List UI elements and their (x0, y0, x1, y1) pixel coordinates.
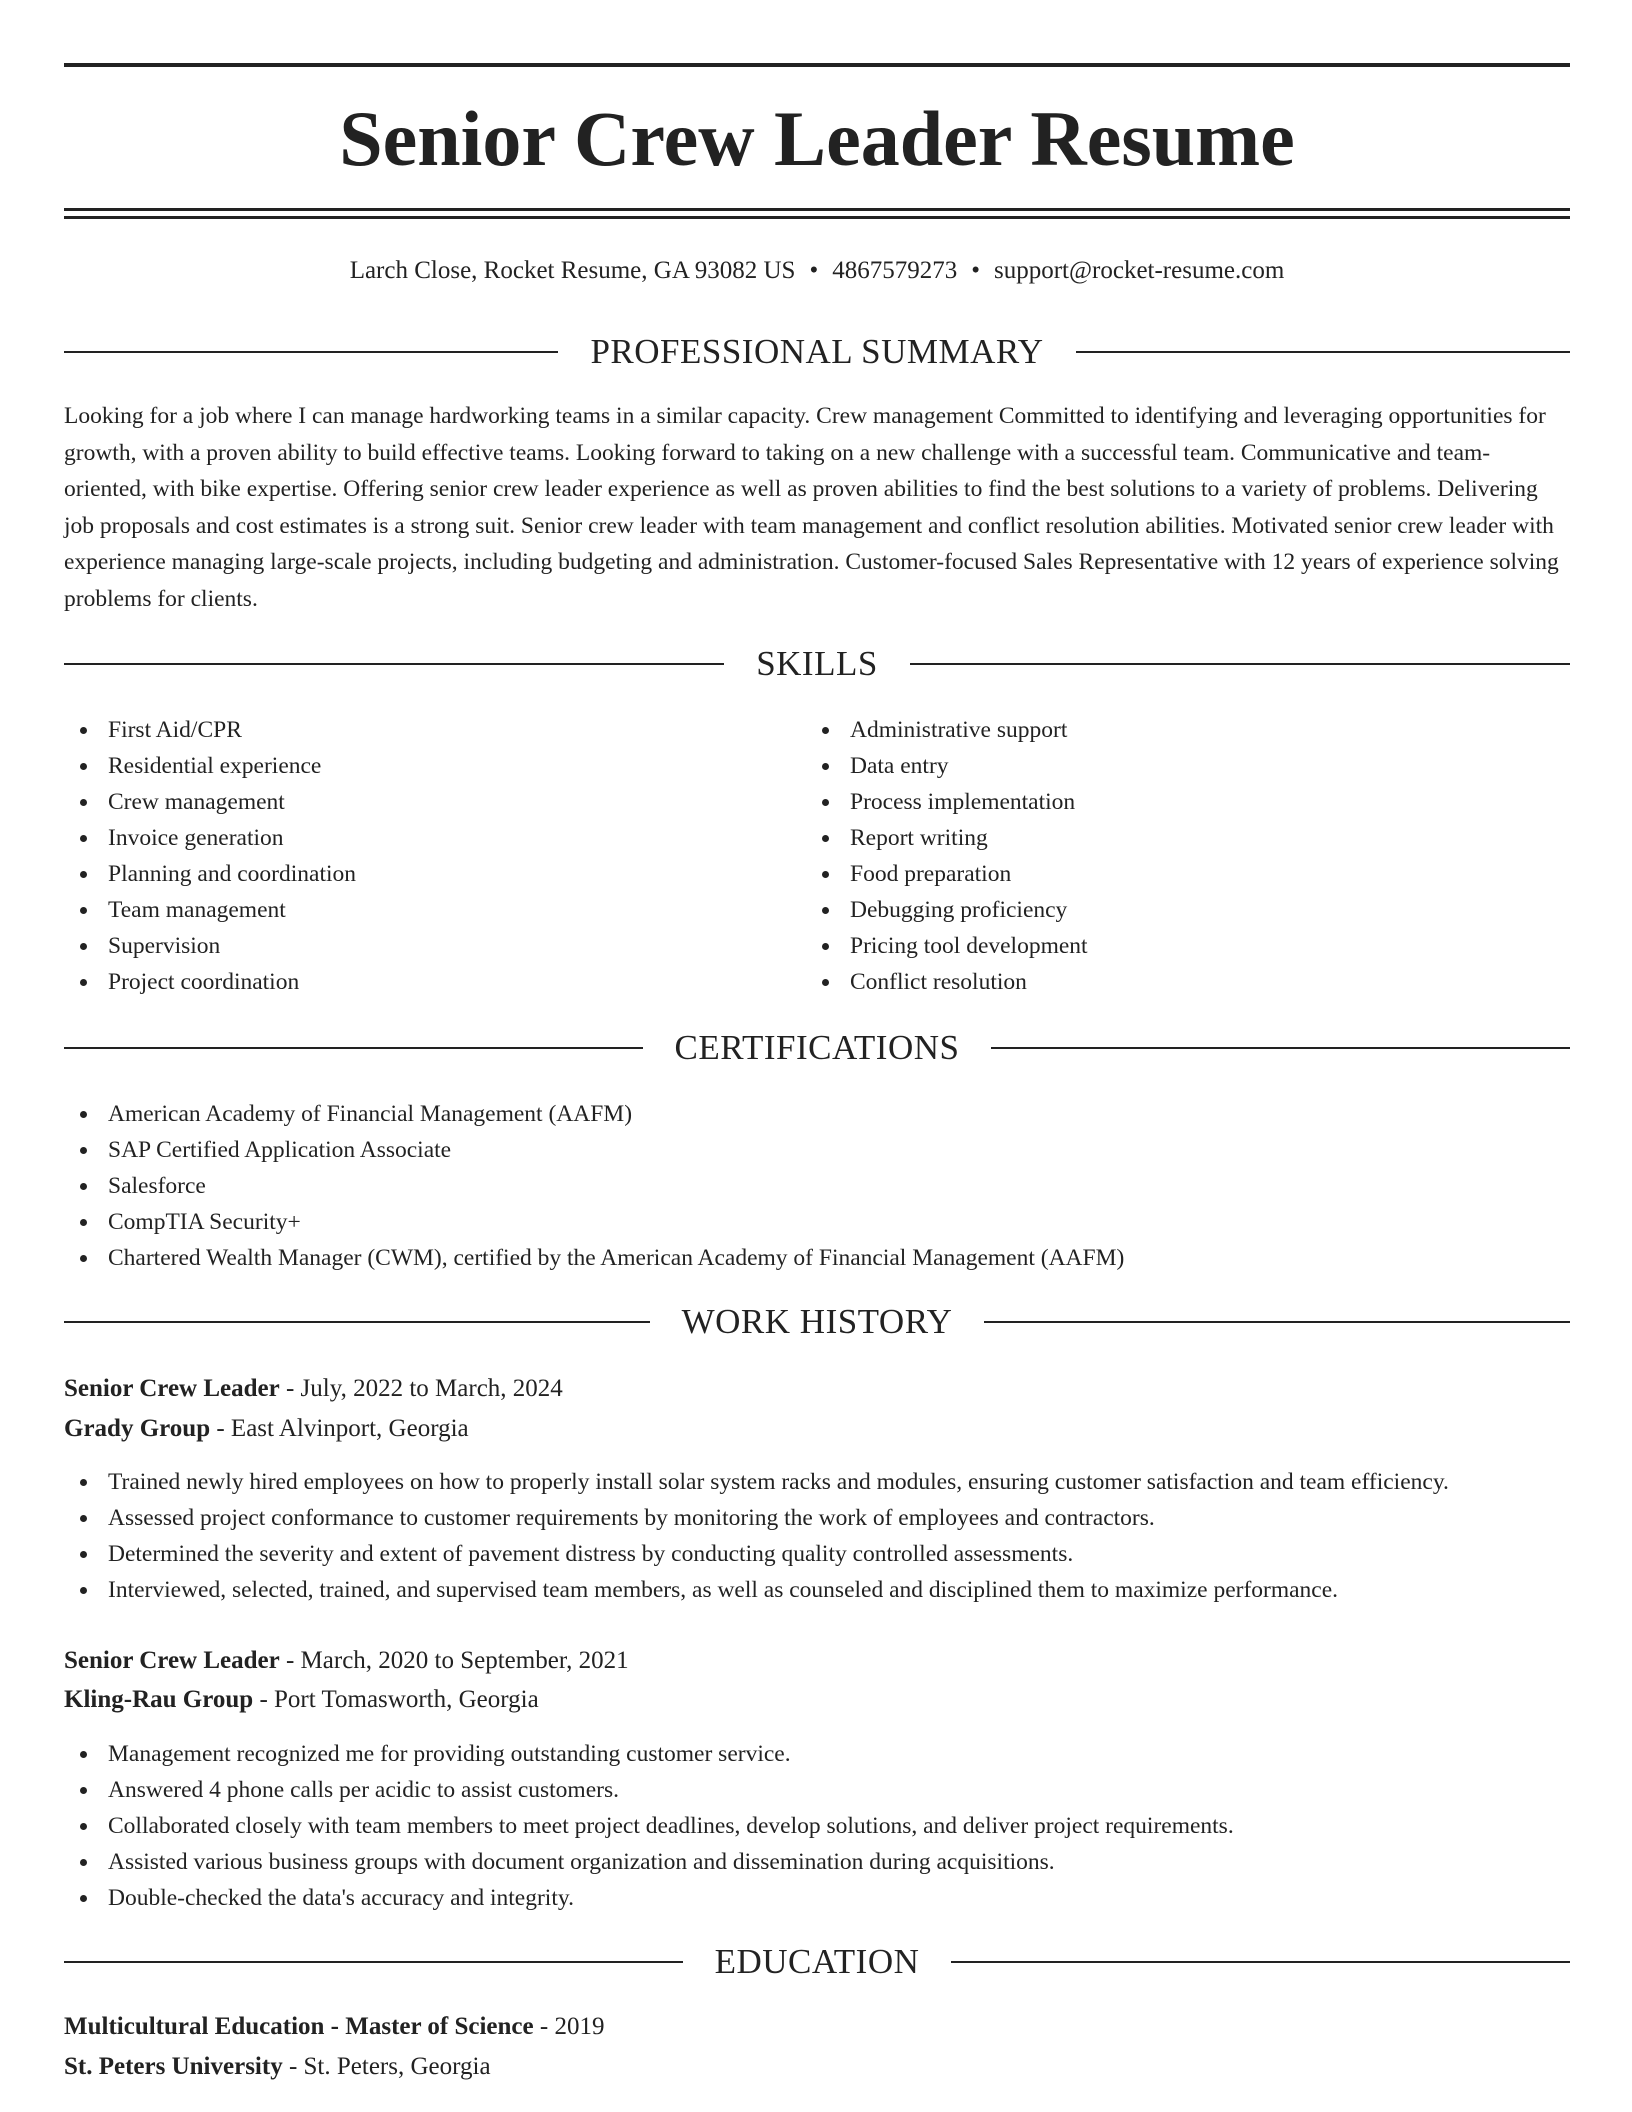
job-location: - East Alvinport, Georgia (210, 1415, 469, 1442)
skill-item: Team management (64, 892, 804, 928)
section-header-work-history (64, 1300, 1570, 1344)
skill-item: Report writing (806, 820, 1566, 856)
job-duty-item: Determined the severity and extent of pavement distress by conducting quality controlled assessments. (64, 1536, 1570, 1572)
job-company: Grady Group (64, 1415, 211, 1442)
section-rule (64, 663, 724, 665)
section-rule (64, 1047, 643, 1049)
skill-item: Project coordination (64, 964, 804, 1000)
section-rule (984, 1321, 1570, 1323)
section-rule (951, 1961, 1570, 1963)
section-rule (64, 1961, 683, 1963)
job-duty-item: Double-checked the data's accuracy and integrity. (64, 1880, 1570, 1916)
contact-separator: • (971, 257, 980, 284)
skill-item: Crew management (64, 784, 804, 820)
summary-text: Looking for a job where I can manage hardworking teams in a similar capacity. Crew management Committed to identifying and leveraging opportunities for growth, with a proven ability to build effective teams. Looking forward to taking on a new challenge with a successful team. Communicative and team-oriented, with bike expertise. Offering senior crew leader experience as well as proven abilities to find the best solutions to a variety of problems. Delivering job proposals and cost estimates is a strong suit. Senior crew leader with team management and conflict resolution abilities. Motivated senior crew leader with experience managing large-scale projects, including budgeting and administration. Customer-focused Sales Representative with 12 years of experience solving problems for clients. (64, 403, 1559, 612)
job-company-line (64, 1410, 1570, 1448)
certifications-list (64, 1096, 1570, 1276)
certification-item: Chartered Wealth Manager (CWM), certified by the American Academy of Financial Management (AAFM) (64, 1240, 1570, 1276)
contact-email: support@rocket-resume.com (994, 257, 1285, 284)
skill-item: Invoice generation (64, 820, 804, 856)
job-duty-item: Answered 4 phone calls per acidic to assist customers. (64, 1772, 1570, 1808)
contact-phone: 4867579273 (832, 257, 958, 284)
skill-item: Pricing tool development (806, 928, 1566, 964)
contact-separator: • (809, 257, 819, 284)
section-header-skills (64, 642, 1570, 686)
certification-item: CompTIA Security+ (64, 1204, 1570, 1240)
top-rule (64, 63, 1570, 67)
job-duty-item: Interviewed, selected, trained, and supervised team members, as well as counseled and disciplined them to maximize performance. (64, 1572, 1570, 1608)
section-rule (910, 663, 1570, 665)
skill-item: Data entry (806, 748, 1566, 784)
section-rule (991, 1047, 1570, 1049)
education-school: St. Peters University (64, 2053, 283, 2080)
section-title: WORK HISTORY (681, 1302, 953, 1341)
job-title-line (64, 1370, 1570, 1408)
job-duty-item: Assessed project conformance to customer requirements by monitoring the work of employees and contractors. (64, 1500, 1570, 1536)
education-year: - 2019 (533, 2013, 605, 2040)
section-header-certifications (64, 1026, 1570, 1070)
section-rule (64, 1321, 650, 1323)
job-dates: - March, 2020 to September, 2021 (279, 1647, 629, 1674)
resume-title: Senior Crew Leader Resume (339, 95, 1295, 182)
job-duty-item: Management recognized me for providing outstanding customer service. (64, 1736, 1570, 1772)
education-school-line (64, 2048, 1570, 2086)
title-rule-upper (64, 208, 1570, 211)
skill-item: Planning and coordination (64, 856, 804, 892)
title-rule-lower (64, 216, 1570, 219)
skill-item: Debugging proficiency (806, 892, 1566, 928)
skills-list-left (64, 712, 804, 1000)
section-rule (64, 351, 558, 353)
section-header-education (64, 1940, 1570, 1984)
job-dates: - July, 2022 to March, 2024 (279, 1375, 563, 1402)
contact-line (64, 254, 1570, 288)
section-title: SKILLS (756, 644, 878, 683)
education-degree-line (64, 2008, 1570, 2046)
education-location: - St. Peters, Georgia (282, 2053, 491, 2080)
job-duties-list (64, 1736, 1570, 1916)
job-duty-item: Assisted various business groups with document organization and dissemination during acquisitions. (64, 1844, 1570, 1880)
skill-item: Process implementation (806, 784, 1566, 820)
certification-item: American Academy of Financial Management (AAFM) (64, 1096, 1570, 1132)
section-title: EDUCATION (714, 1942, 920, 1981)
skill-item: Food preparation (806, 856, 1566, 892)
job-title: Senior Crew Leader (64, 1375, 280, 1402)
job-company: Kling-Rau Group (64, 1686, 254, 1713)
job-duties-list (64, 1464, 1570, 1608)
education-degree: Multicultural Education - Master of Science (64, 2013, 534, 2040)
skill-item: Conflict resolution (806, 964, 1566, 1000)
job-title: Senior Crew Leader (64, 1647, 280, 1674)
section-rule (1076, 351, 1570, 353)
section-header-summary (64, 330, 1570, 374)
skills-list-right (806, 712, 1566, 1000)
job-title-line (64, 1642, 1570, 1680)
skill-item: Supervision (64, 928, 804, 964)
skill-item: First Aid/CPR (64, 712, 804, 748)
skill-item: Administrative support (806, 712, 1566, 748)
job-company-line (64, 1681, 1570, 1719)
job-duty-item: Collaborated closely with team members to meet project deadlines, develop solutions, and deliver project requirements. (64, 1808, 1570, 1844)
contact-address: Larch Close, Rocket Resume, GA 93082 US (349, 257, 796, 284)
certification-item: SAP Certified Application Associate (64, 1132, 1570, 1168)
job-duty-item: Trained newly hired employees on how to properly install solar system racks and modules, ensuring customer satisfaction and team efficiency. (64, 1464, 1570, 1500)
job-location: - Port Tomasworth, Georgia (253, 1686, 539, 1713)
section-title: PROFESSIONAL SUMMARY (590, 332, 1044, 371)
section-title: CERTIFICATIONS (674, 1028, 960, 1067)
skill-item: Residential experience (64, 748, 804, 784)
certification-item: Salesforce (64, 1168, 1570, 1204)
